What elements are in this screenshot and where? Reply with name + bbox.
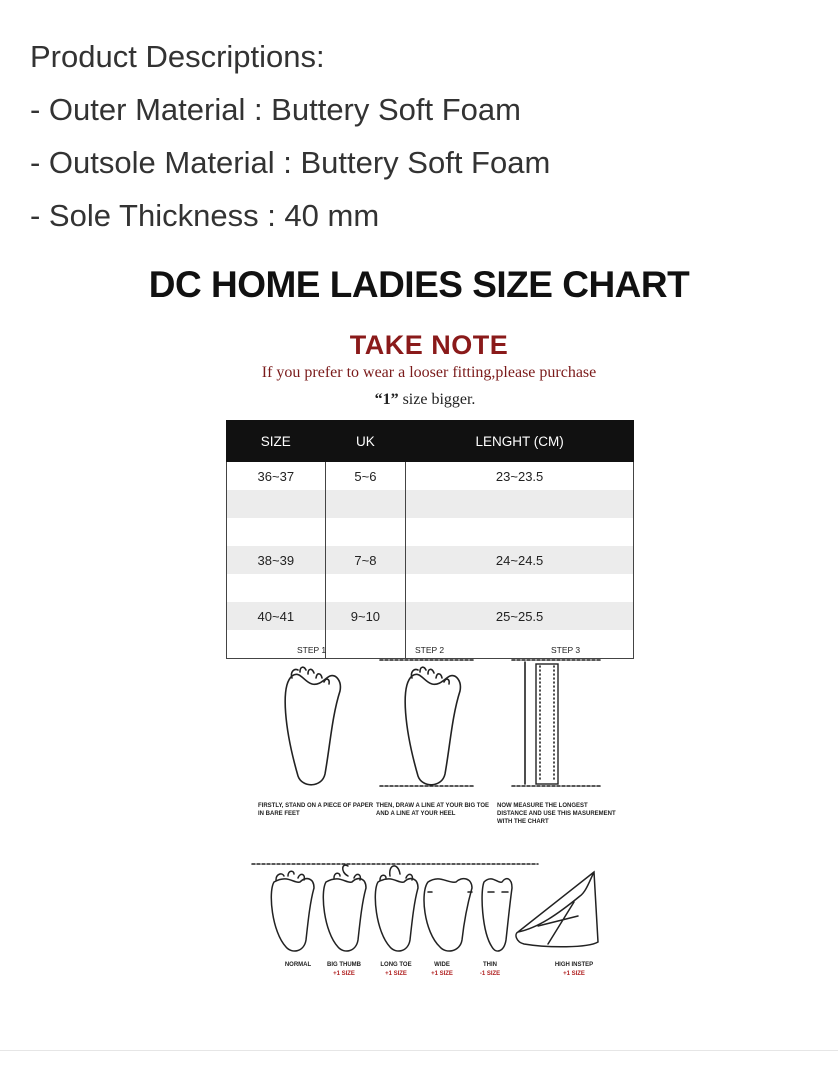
header-length: LENGHT (CM) xyxy=(406,421,634,462)
divider xyxy=(0,1050,838,1051)
step3-label: STEP 3 xyxy=(551,645,581,655)
type-name: BIG THUMB xyxy=(327,962,361,968)
cell-size: 36~37 xyxy=(227,462,326,491)
note-size-rest: size bigger. xyxy=(398,391,476,408)
type-name: WIDE xyxy=(434,962,450,968)
cell-length: 23~23.5 xyxy=(406,462,634,491)
type-adjust: -1 SIZE xyxy=(479,971,501,977)
thin-foot-icon xyxy=(482,879,512,951)
type-high-instep xyxy=(544,961,604,979)
big-thumb-foot-icon xyxy=(323,865,366,951)
cell-uk: 5~6 xyxy=(325,462,406,491)
normal-foot-icon xyxy=(271,871,314,951)
table-row xyxy=(227,546,634,574)
step3-text: NOW MEASURE THE LONGEST DISTANCE AND USE THIS MASUREMENT WITH THE CHART xyxy=(497,803,616,825)
product-description xyxy=(30,30,550,242)
step2-label: STEP 2 xyxy=(415,645,445,655)
header-size: SIZE xyxy=(227,421,326,462)
table-row xyxy=(227,462,634,491)
cell-length: 25~25.5 xyxy=(406,602,634,630)
size-table-header xyxy=(227,421,634,462)
table-spacer-row xyxy=(227,518,634,546)
cell-length: 24~24.5 xyxy=(406,546,634,574)
step3-ruler-icon xyxy=(512,660,602,786)
foot-types-illustration xyxy=(248,852,638,962)
step1-text: FIRSTLY, STAND ON A PIECE OF PAPER IN BARE FEET xyxy=(258,803,374,817)
note-size-value: “1” xyxy=(374,391,399,408)
type-adjust: +1 SIZE xyxy=(385,971,407,977)
cell-size: 38~39 xyxy=(227,546,326,574)
table-row xyxy=(227,602,634,630)
header-uk: UK xyxy=(325,421,406,462)
step1-label: STEP 1 xyxy=(297,645,327,655)
description-line-thickness: - Sole Thickness : 40 mm xyxy=(30,198,380,233)
long-toe-foot-icon xyxy=(375,866,418,951)
type-name: LONG TOE xyxy=(380,962,412,968)
step2-foot-icon xyxy=(380,660,475,786)
size-chart-title: DC HOME LADIES SIZE CHART xyxy=(148,264,690,305)
description-line-outsole: - Outsole Material : Buttery Soft Foam xyxy=(30,145,551,180)
cell-uk: 9~10 xyxy=(325,602,406,630)
description-heading: Product Descriptions: xyxy=(30,39,325,74)
type-thin xyxy=(460,961,520,979)
wide-foot-icon xyxy=(424,879,472,951)
type-adjust: +1 SIZE xyxy=(431,971,453,977)
type-big-thumb xyxy=(314,961,374,979)
measuring-steps-illustration xyxy=(240,636,620,796)
type-name: NORMAL xyxy=(284,962,312,968)
size-table xyxy=(226,420,634,659)
take-note-title: TAKE NOTE xyxy=(349,330,509,360)
take-note-line2 xyxy=(0,391,838,409)
type-name: HIGH INSTEP xyxy=(554,962,594,968)
high-instep-foot-icon xyxy=(516,872,598,947)
type-adjust: +1 SIZE xyxy=(333,971,355,977)
cell-uk: 7~8 xyxy=(325,546,406,574)
table-spacer-row xyxy=(227,490,634,518)
step1-foot-icon xyxy=(285,667,340,785)
description-line-outer: - Outer Material : Buttery Soft Foam xyxy=(30,92,521,127)
table-spacer-row xyxy=(227,574,634,602)
cell-size: 40~41 xyxy=(227,602,326,630)
take-note-line1: If you prefer to wear a looser fitting,please purchase xyxy=(261,364,597,381)
type-adjust: +1 SIZE xyxy=(563,971,585,977)
step2-text: THEN, DRAW A LINE AT YOUR BIG TOE AND A LINE AT YOUR HEEL xyxy=(376,803,490,817)
type-name: THIN xyxy=(483,962,497,968)
